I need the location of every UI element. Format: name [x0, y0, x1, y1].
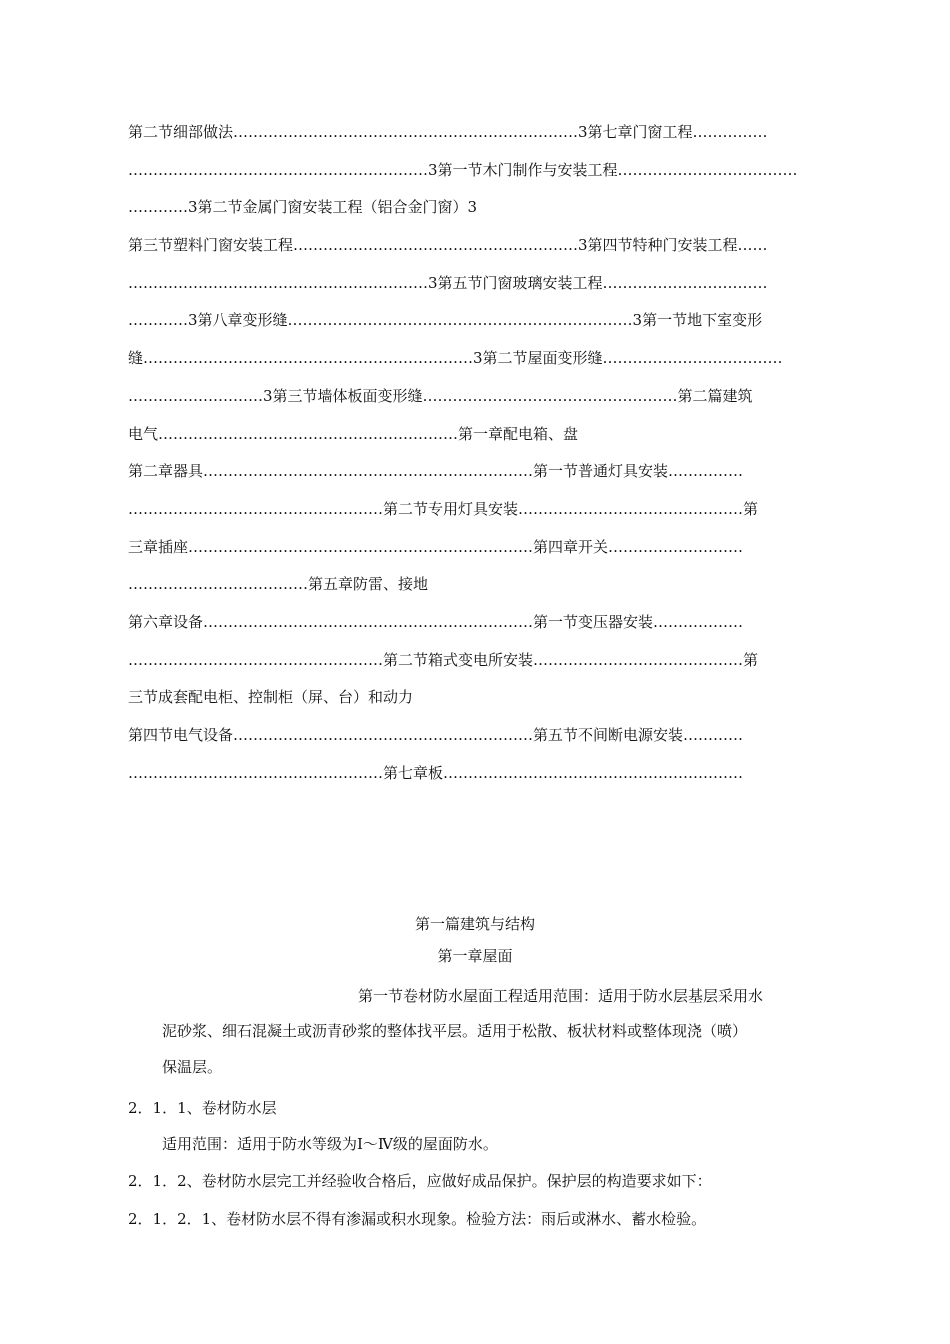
toc-line[interactable]: ……………………………………………………3第一节木门制作与安装工程………………………………: [128, 160, 798, 179]
toc-line[interactable]: 第三节塑料门窗安装工程…………………………………………………3第四节特种门安装工程……: [128, 236, 768, 255]
toc-line[interactable]: 缝…………………………………………………………3第二节屋面变形缝………………………………: [128, 349, 783, 368]
section-paragraph-line: 保温层。: [162, 1058, 223, 1076]
chapter-title: 第一章屋面: [437, 947, 513, 965]
toc-line[interactable]: 第二节细部做法……………………………………………………………3第七章门窗工程……………: [128, 123, 768, 141]
table-of-contents: [128, 118, 828, 796]
part-title: 第一篇建筑与结构: [414, 915, 535, 933]
clause-text: 2．1．2、卷材防水层完工并经验收合格后，应做好成品保护。保护层的构造要求如下：: [128, 1172, 712, 1190]
toc-line[interactable]: ………………………3第三节墙体板面变形缝……………………………………………第二篇建筑: [128, 386, 753, 405]
toc-line[interactable]: 第六章设备…………………………………………………………第一节变压器安装………………: [128, 612, 744, 631]
toc-line[interactable]: …………3第八章变形缝……………………………………………………………3第一节地下室变形: [128, 311, 763, 330]
toc-line[interactable]: 电气……………………………………………………第一章配电箱、盘: [128, 424, 579, 443]
toc-line[interactable]: ……………………………………………第二节箱式变电所安装……………………………………第: [128, 650, 759, 669]
toc-line[interactable]: 三章插座……………………………………………………………第四章开关………………………: [128, 537, 744, 556]
toc-line[interactable]: ……………………………………………………3第五节门窗玻璃安装工程……………………………: [128, 273, 768, 292]
section-paragraph-line: 第一节卷材防水屋面工程适用范围：适用于防水层基层采用水: [358, 987, 764, 1005]
section-paragraph-line: 泥砂浆、细石混凝土或沥青砂浆的整体找平层。适用于松散、板状材料或整体现浇（喷）: [162, 1022, 748, 1040]
scope-text: 适用范围：适用于防水等级为Ⅰ～Ⅳ级的屋面防水。: [162, 1135, 498, 1153]
toc-line[interactable]: ………………………………第五章防雷、接地: [128, 575, 429, 594]
toc-line[interactable]: ……………………………………………第七章板……………………………………………………: [128, 763, 744, 782]
toc-line[interactable]: ……………………………………………第二节专用灯具安装………………………………………第: [128, 499, 759, 518]
toc-line[interactable]: 第二章器具…………………………………………………………第一节普通灯具安装……………: [128, 462, 744, 481]
toc-line[interactable]: 三节成套配电柜、控制柜（屏、台）和动力: [128, 688, 414, 707]
clause-text: 2．1．2．1、卷材防水层不得有渗漏或积水现象。检验方法：雨后或淋水、蓄水检验。: [128, 1210, 707, 1228]
toc-line[interactable]: …………3第二节金属门窗安装工程（铝合金门窗）3: [128, 198, 478, 217]
toc-line[interactable]: 第四节电气设备……………………………………………………第五节不间断电源安装…………: [128, 726, 744, 744]
clause-heading: 2．1．1、卷材防水层: [128, 1099, 277, 1117]
